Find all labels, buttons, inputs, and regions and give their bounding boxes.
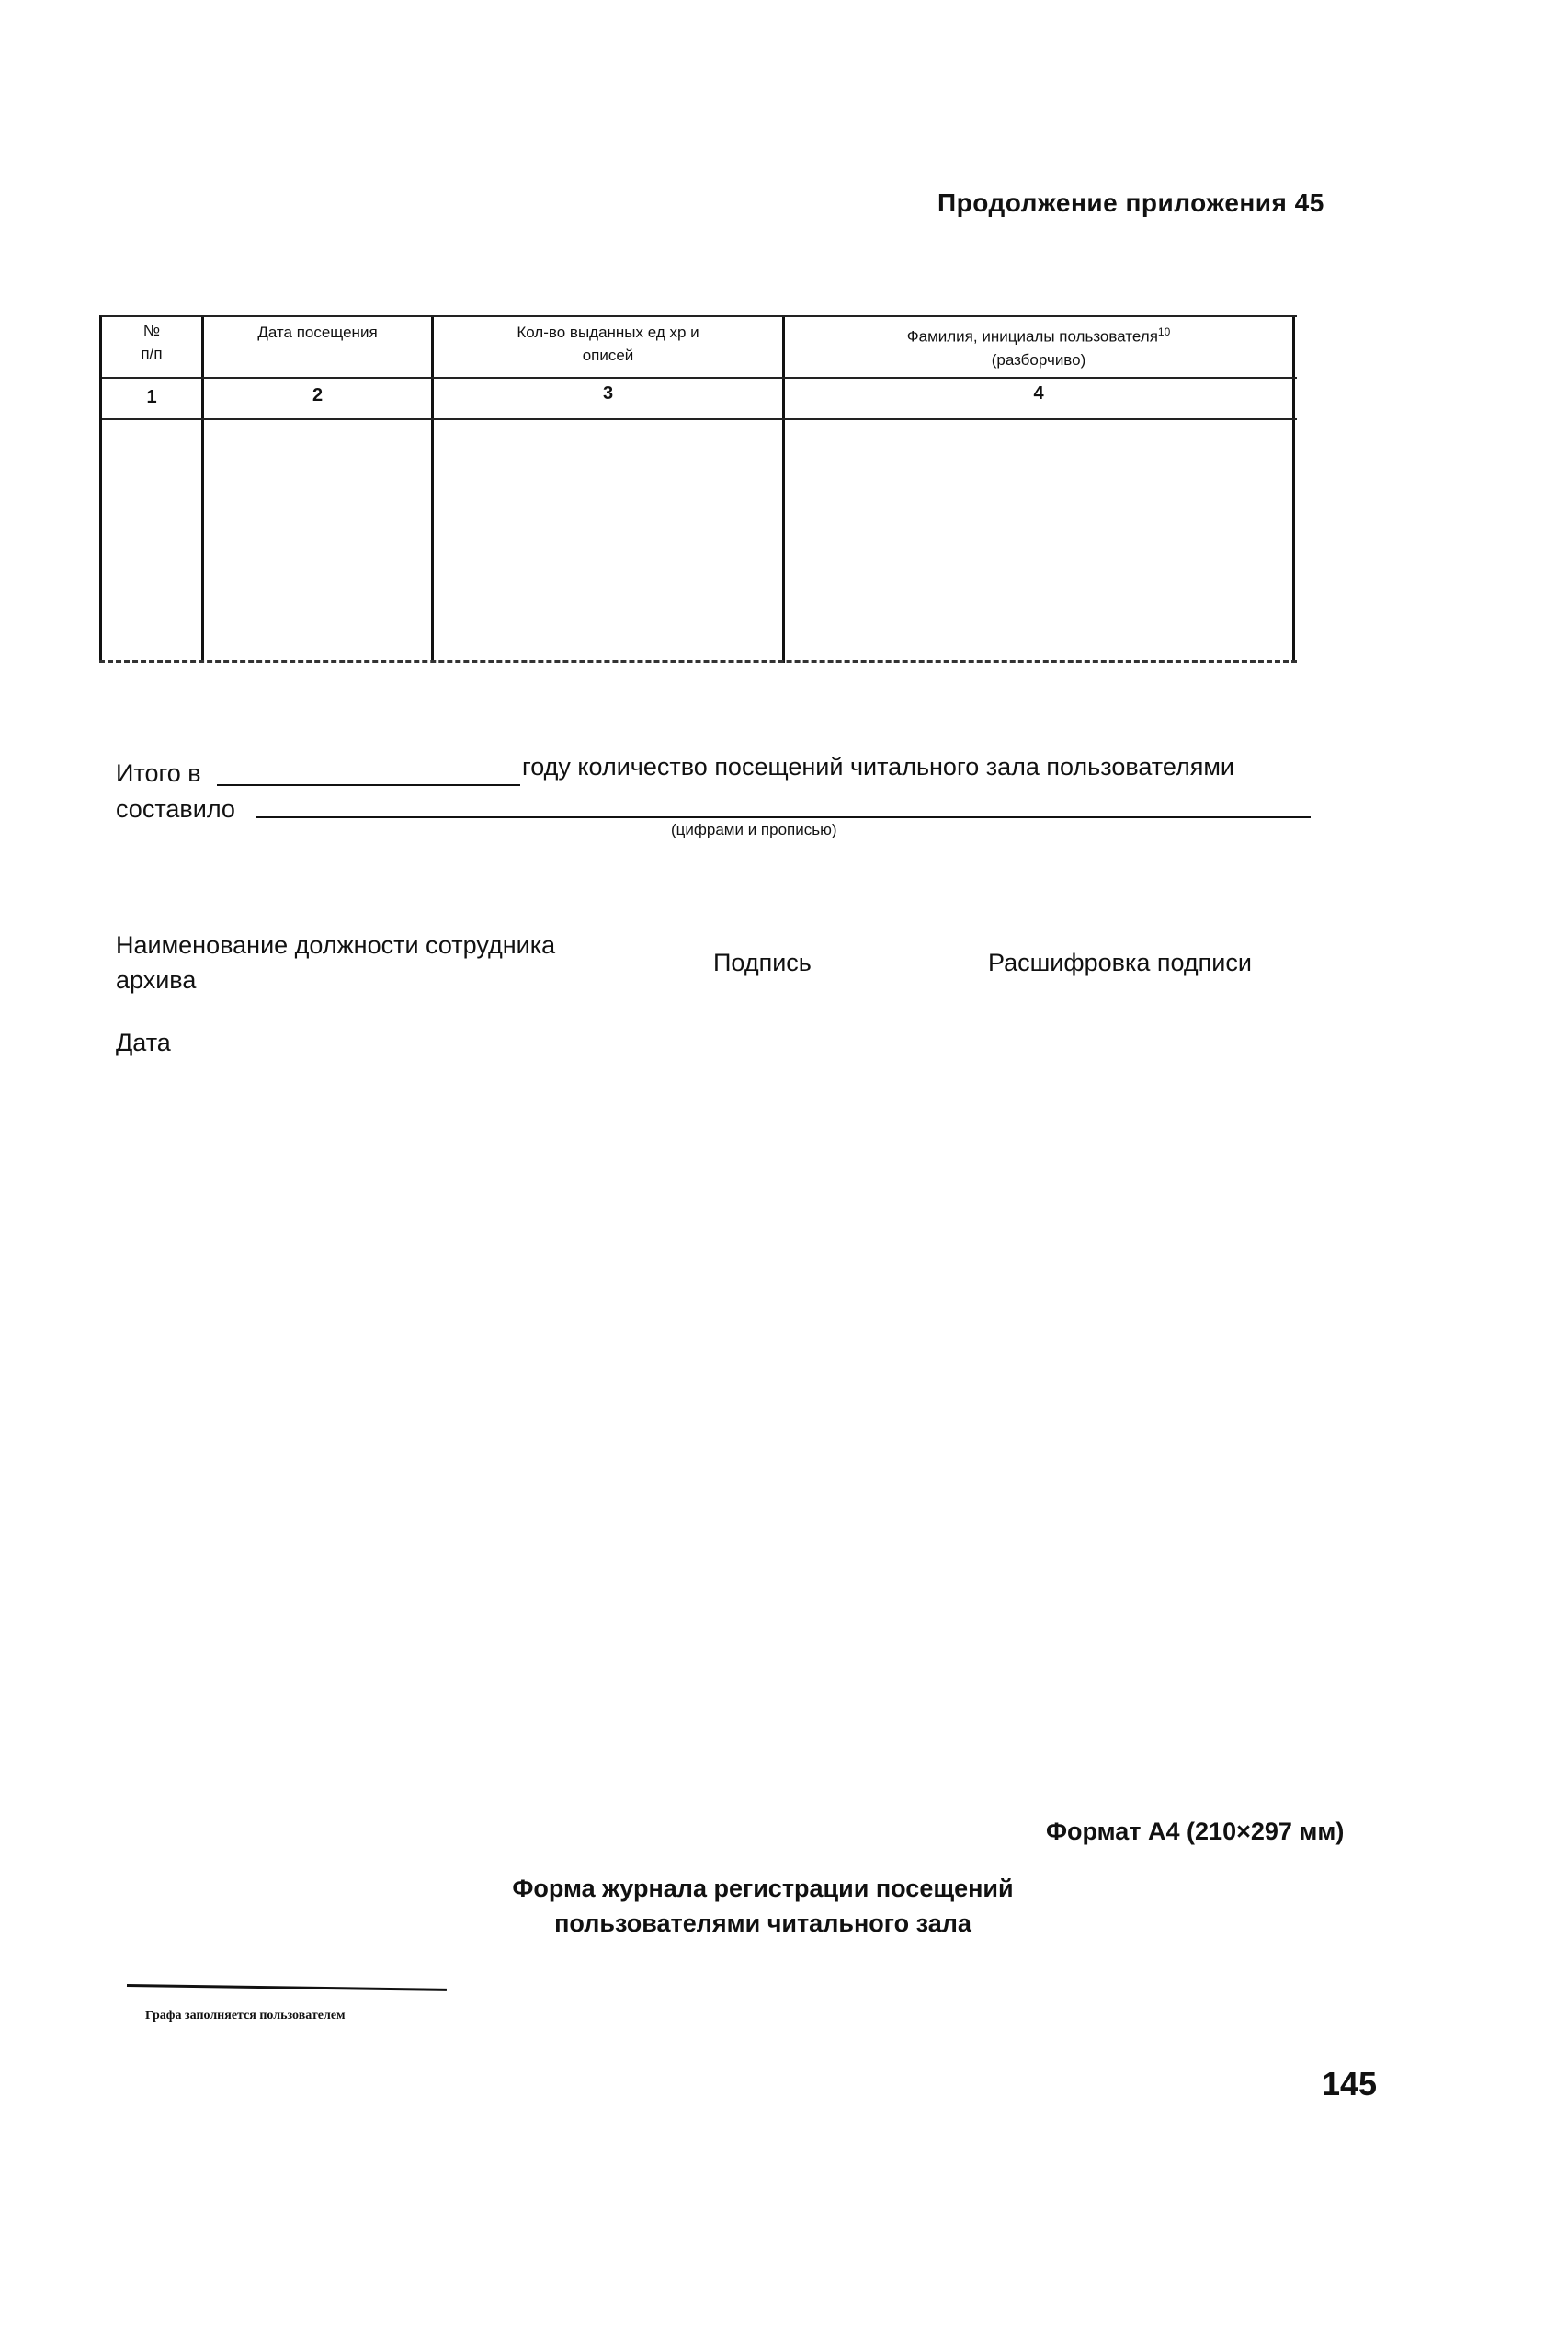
number-row-divider bbox=[102, 418, 1297, 420]
col-header-user-name-line1 bbox=[785, 321, 1292, 348]
col-header-number-line2: п/п bbox=[141, 345, 163, 362]
table-bottom-border bbox=[99, 660, 1297, 663]
col-header-units-line1: Кол-во выданных ед хр и bbox=[517, 324, 699, 341]
col-header-number bbox=[102, 319, 201, 365]
form-title-line2: пользователями читального зала bbox=[554, 1909, 971, 1937]
total-prefix: Итого в bbox=[116, 759, 201, 787]
header-row-divider bbox=[102, 377, 1297, 379]
col-header-units-line2: описей bbox=[582, 347, 634, 364]
page-number: 145 bbox=[1322, 2065, 1378, 2103]
paper-format-note: Формат А4 (210×297 мм) bbox=[1046, 1818, 1345, 1845]
visits-log-table bbox=[99, 315, 1297, 663]
col-number-3: 3 bbox=[602, 383, 614, 404]
date-label: Дата bbox=[116, 1029, 171, 1056]
col-number-4: 4 bbox=[1033, 383, 1044, 404]
col-number-2: 2 bbox=[312, 385, 324, 405]
col-header-user-name-line2: (разборчиво) bbox=[991, 350, 1086, 369]
signature-decoding-label: Расшифровка подписи bbox=[988, 949, 1252, 976]
employee-position-line1: Наименование должности сотрудника bbox=[116, 931, 556, 959]
col-header-date-line1: Дата посещения bbox=[257, 324, 378, 341]
form-title-line1: Форма журнала регистрации посещений bbox=[512, 1875, 1014, 1902]
footnote-marker: 10 bbox=[1157, 325, 1171, 338]
employee-position-label bbox=[116, 928, 555, 997]
year-fill-line bbox=[217, 784, 520, 786]
footnote-separator bbox=[127, 1984, 447, 1991]
total-line2-prefix: составило bbox=[116, 795, 235, 823]
signature-label: Подпись bbox=[713, 949, 812, 976]
column-divider bbox=[201, 317, 204, 663]
employee-position-line2: архива bbox=[116, 966, 197, 994]
appendix-continuation-heading: Продолжение приложения 45 bbox=[937, 188, 1324, 217]
total-amount-fill-line bbox=[256, 816, 1311, 818]
col-number-1: 1 bbox=[146, 387, 157, 407]
footnote-text: Графа заполняется пользователем bbox=[145, 2009, 346, 2023]
col-header-user-name bbox=[785, 321, 1292, 371]
col-header-number-line1: № bbox=[142, 322, 161, 339]
form-title bbox=[331, 1871, 1195, 1941]
total-hint: (цифрами и прописью) bbox=[671, 821, 837, 838]
col-header-date bbox=[204, 321, 431, 344]
total-suffix: году количество посещений читального зала пользователями bbox=[522, 753, 1235, 781]
column-divider bbox=[1292, 317, 1295, 663]
col-header-user-name-text: Фамилия, инициалы пользователя bbox=[906, 327, 1158, 346]
column-divider bbox=[431, 317, 434, 663]
col-header-units bbox=[434, 321, 782, 367]
